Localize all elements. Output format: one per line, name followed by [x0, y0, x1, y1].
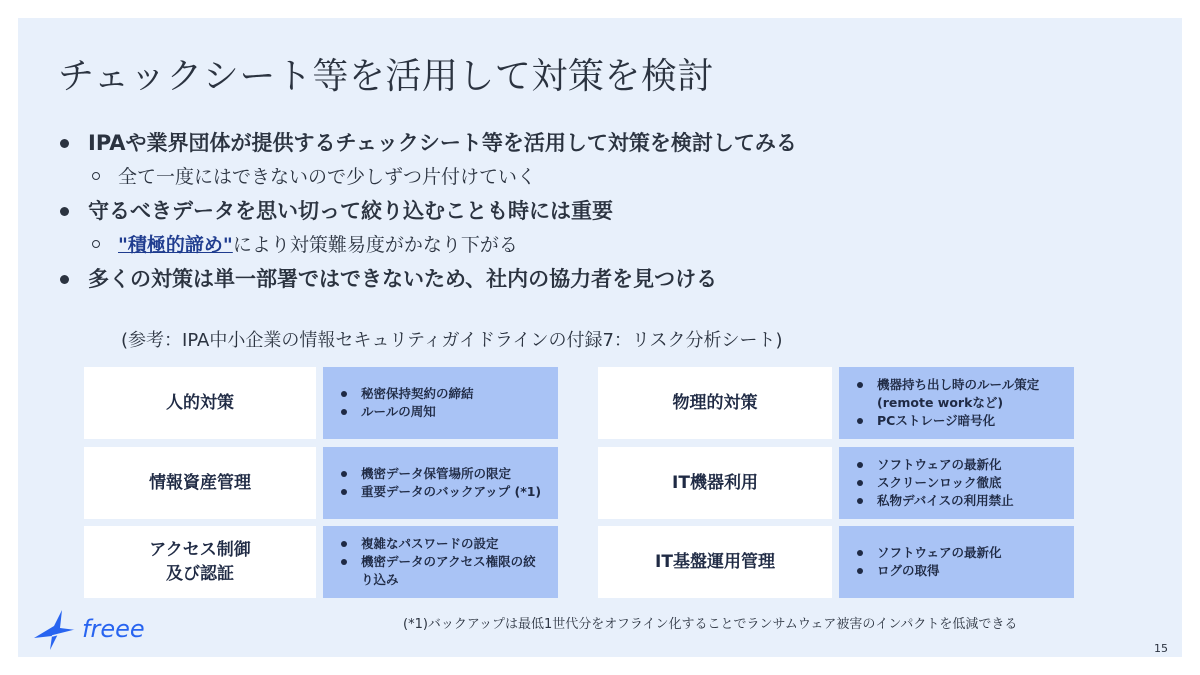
bullet-item	[58, 126, 1158, 160]
bullet-text: 守るべきデータを思い切って絞り込むことも時には重要	[88, 199, 613, 223]
measure-item: 機密データ保管場所の限定	[335, 465, 548, 483]
emphasis-text: "積極的諦め"	[118, 234, 233, 256]
measure-item: ログの取得	[851, 562, 1064, 580]
slide	[18, 18, 1182, 657]
measure-item: ソフトウェアの最新化	[851, 456, 1064, 474]
freee-logo	[32, 604, 172, 654]
bullet-dot-icon	[60, 207, 69, 216]
measure-label: 人的対策	[84, 367, 316, 439]
measure-items	[323, 526, 558, 598]
sub-bullet-text: により対策難易度がかなり下がる	[232, 234, 518, 256]
measure-label-line: アクセス制御	[149, 540, 251, 560]
measure-label: 物理的対策	[598, 367, 832, 439]
measure-item: 複雑なパスワードの設定	[335, 535, 548, 553]
measure-label: IT基盤運用管理	[598, 526, 832, 598]
slide-title: チェックシート等を活用して対策を検討	[58, 56, 714, 97]
measure-item: 私物デバイスの利用禁止	[851, 492, 1064, 510]
measure-label: IT機器利用	[598, 447, 832, 519]
measure-label-line: 及び認証	[166, 564, 234, 584]
measure-item: PCストレージ暗号化	[851, 412, 1064, 430]
measure-items	[323, 367, 558, 439]
page-number: 15	[1154, 642, 1168, 655]
logo-text: freee	[82, 615, 145, 643]
measure-item: 秘密保持契約の締結	[335, 385, 548, 403]
bullet-dot-icon	[60, 139, 69, 148]
bullet-list	[58, 126, 1158, 296]
reference-note: (参考：IPA中小企業の情報セキュリティガイドラインの付録7：リスク分析シート)	[121, 330, 783, 351]
sub-bullet-item	[58, 228, 1158, 262]
measure-item: ルールの周知	[335, 403, 548, 421]
measure-item: ソフトウェアの最新化	[851, 544, 1064, 562]
measure-items	[839, 367, 1074, 439]
bullet-item	[58, 194, 1158, 228]
bullet-circle-icon	[92, 172, 100, 180]
sub-bullet-item	[58, 160, 1158, 194]
measure-item: 重要データのバックアップ (*1)	[335, 483, 548, 501]
bullet-item	[58, 262, 1158, 296]
measure-label: 情報資産管理	[84, 447, 316, 519]
bullet-text: IPAや業界団体が提供するチェックシート等を活用して対策を検討してみる	[88, 131, 797, 155]
measure-item: 機器持ち出し時のルール策定(remote workなど)	[851, 376, 1064, 412]
bullet-dot-icon	[60, 275, 69, 284]
bullet-circle-icon	[92, 240, 100, 248]
measure-item: 機密データのアクセス権限の絞り込み	[335, 553, 548, 589]
measure-items	[323, 447, 558, 519]
swallow-bird-icon	[34, 610, 76, 650]
measure-label	[84, 526, 316, 598]
measure-items	[839, 526, 1074, 598]
bullet-text: 多くの対策は単一部署ではできないため、社内の協力者を見つける	[88, 267, 718, 291]
measure-item: スクリーンロック徹底	[851, 474, 1064, 492]
footnote: (*1)バックアップは最低1世代分をオフライン化することでランサムウェア被害のインパクトを低減できる	[403, 617, 1018, 632]
sub-bullet-text: 全て一度にはできないので少しずつ片付けていく	[118, 166, 537, 188]
measure-items	[839, 447, 1074, 519]
